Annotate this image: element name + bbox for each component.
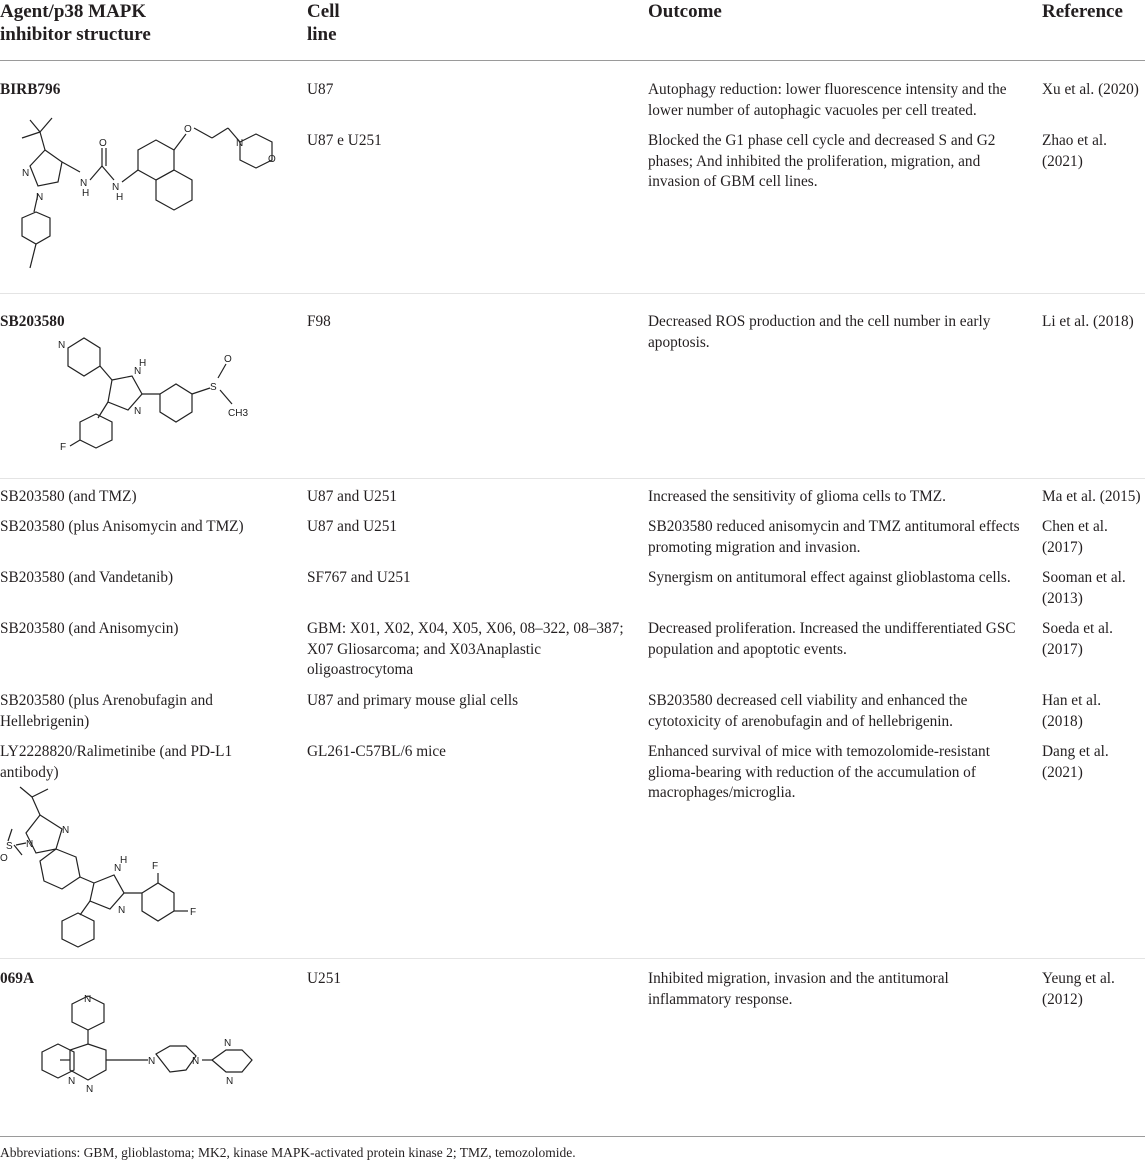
outcome: Inhibited migration, invasion and the antitumoral inflammatory response. (648, 970, 949, 1008)
reference: Soeda et al. (2017) (1042, 620, 1113, 658)
cell-line: U87 and U251 (307, 488, 398, 505)
agent: LY2228820/Ralimetinibe (and PD-L1 antibody) (0, 743, 233, 781)
svg-text:H: H (139, 358, 147, 369)
reference: Sooman et al. (2013) (1042, 569, 1126, 607)
reference: Zhao et al. (2021) (1042, 132, 1107, 170)
row-separator (0, 293, 1145, 294)
agent: SB203580 (and Vandetanib) (0, 569, 174, 586)
svg-text:S: S (6, 841, 13, 852)
outcome: Decreased ROS production and the cell number in early apoptosis. (648, 313, 991, 351)
header-cell-line: Cell line (307, 1, 340, 45)
cell-line: F98 (307, 313, 331, 330)
svg-text:N: N (226, 1076, 234, 1087)
svg-text:N: N (58, 340, 66, 351)
footnote: Abbreviations: GBM, glioblastoma; MK2, kinase MAPK-activated protein kinase 2; TMZ, temozolomide. (0, 1145, 576, 1160)
svg-text:CH3: CH3 (228, 408, 249, 419)
header-outcome: Outcome (648, 1, 722, 22)
reference: Ma et al. (2015) (1042, 488, 1141, 505)
footer-rule (0, 1136, 1145, 1137)
outcome: Blocked the G1 phase cell cycle and decreased S and G2 phases; And inhibited the proliferation, migration, and invasion of GBM cell lines. (648, 132, 996, 190)
svg-text:O: O (268, 154, 276, 165)
agent: SB203580 (plus Anisomycin and TMZ) (0, 518, 244, 535)
header-rule (0, 60, 1145, 61)
outcome: Increased the sensitivity of glioma cells to TMZ. (648, 488, 946, 505)
outcome: Decreased proliferation. Increased the undifferentiated GSC population and apoptotic events. (648, 620, 1016, 658)
svg-text:F: F (190, 907, 197, 918)
outcome: Synergism on antitumoral effect against glioblastoma cells. (648, 569, 1011, 586)
svg-text:O: O (224, 354, 232, 365)
svg-text:N: N (134, 366, 142, 377)
agent-sb203580: SB203580 (0, 313, 65, 330)
header-agent: Agent/p38 MAPK inhibitor structure (0, 1, 151, 45)
svg-text:N: N (22, 168, 30, 179)
compound-069a-structure (40, 994, 270, 1104)
svg-text:N: N (68, 1076, 76, 1087)
svg-text:N: N (192, 1056, 200, 1067)
agent: SB203580 (plus Arenobufagin and Hellebrigenin) (0, 692, 213, 730)
svg-text:N: N (86, 1084, 94, 1095)
svg-text:H: H (120, 855, 128, 866)
svg-text:H: H (82, 188, 90, 199)
svg-text:N: N (114, 863, 122, 874)
svg-text:F: F (60, 442, 67, 453)
agent-069a: 069A (0, 970, 34, 987)
reference: Chen et al. (2017) (1042, 518, 1108, 556)
cell-line: U87 e U251 (307, 132, 382, 149)
svg-text:O: O (0, 853, 8, 864)
svg-text:S: S (210, 382, 217, 393)
svg-text:N: N (148, 1056, 156, 1067)
cell-line: GL261-C57BL/6 mice (307, 743, 446, 760)
svg-text:O: O (99, 138, 107, 149)
reference: Li et al. (2018) (1042, 313, 1134, 330)
cell-line: U87 and primary mouse glial cells (307, 692, 519, 709)
reference: Yeung et al. (2012) (1042, 970, 1115, 1008)
outcome: SB203580 reduced anisomycin and TMZ antitumoral effects promoting migration and invasion. (648, 518, 1020, 556)
ly2228820-structure (0, 785, 230, 955)
svg-text:H: H (116, 192, 124, 203)
svg-text:F: F (152, 861, 159, 872)
cell-line: U87 and U251 (307, 518, 398, 535)
reference: Dang et al. (2021) (1042, 743, 1109, 781)
svg-text:N: N (236, 138, 244, 149)
outcome: SB203580 decreased cell viability and enhanced the cytotoxicity of arenobufagin and of hellebrigenin. (648, 692, 968, 730)
svg-text:N: N (134, 406, 142, 417)
sb203580-structure (50, 334, 260, 456)
svg-text:N: N (36, 192, 44, 203)
svg-text:N: N (26, 839, 34, 850)
svg-text:N: N (80, 178, 88, 189)
agent: SB203580 (and Anisomycin) (0, 620, 179, 637)
svg-text:N: N (62, 825, 70, 836)
agent: SB203580 (and TMZ) (0, 488, 137, 505)
row-separator (0, 478, 1145, 479)
cell-line: SF767 and U251 (307, 569, 411, 586)
header-reference: Reference (1042, 1, 1123, 22)
birb796-structure (0, 110, 300, 280)
outcome: Enhanced survival of mice with temozolomide-resistant glioma-bearing with reduction of the accumulation of macrophages/microglia. (648, 743, 990, 801)
outcome: Autophagy reduction: lower fluorescence intensity and the lower number of autophagic vacuoles per cell treated. (648, 81, 1007, 119)
row-separator (0, 958, 1145, 959)
svg-text:N: N (84, 994, 92, 1005)
svg-text:N: N (118, 905, 126, 916)
svg-text:O: O (184, 124, 192, 135)
svg-text:N: N (112, 182, 120, 193)
cell-line: GBM: X01, X02, X04, X05, X06, 08–322, 08–387; X07 Gliosarcoma; and X03Anaplastic oligoastrocytoma (307, 620, 624, 678)
reference: Han et al. (2018) (1042, 692, 1102, 730)
svg-text:N: N (224, 1038, 232, 1049)
reference: Xu et al. (2020) (1042, 81, 1139, 98)
agent-birb796: BIRB796 (0, 81, 61, 98)
cell-line: U87 (307, 81, 334, 98)
cell-line: U251 (307, 970, 341, 987)
